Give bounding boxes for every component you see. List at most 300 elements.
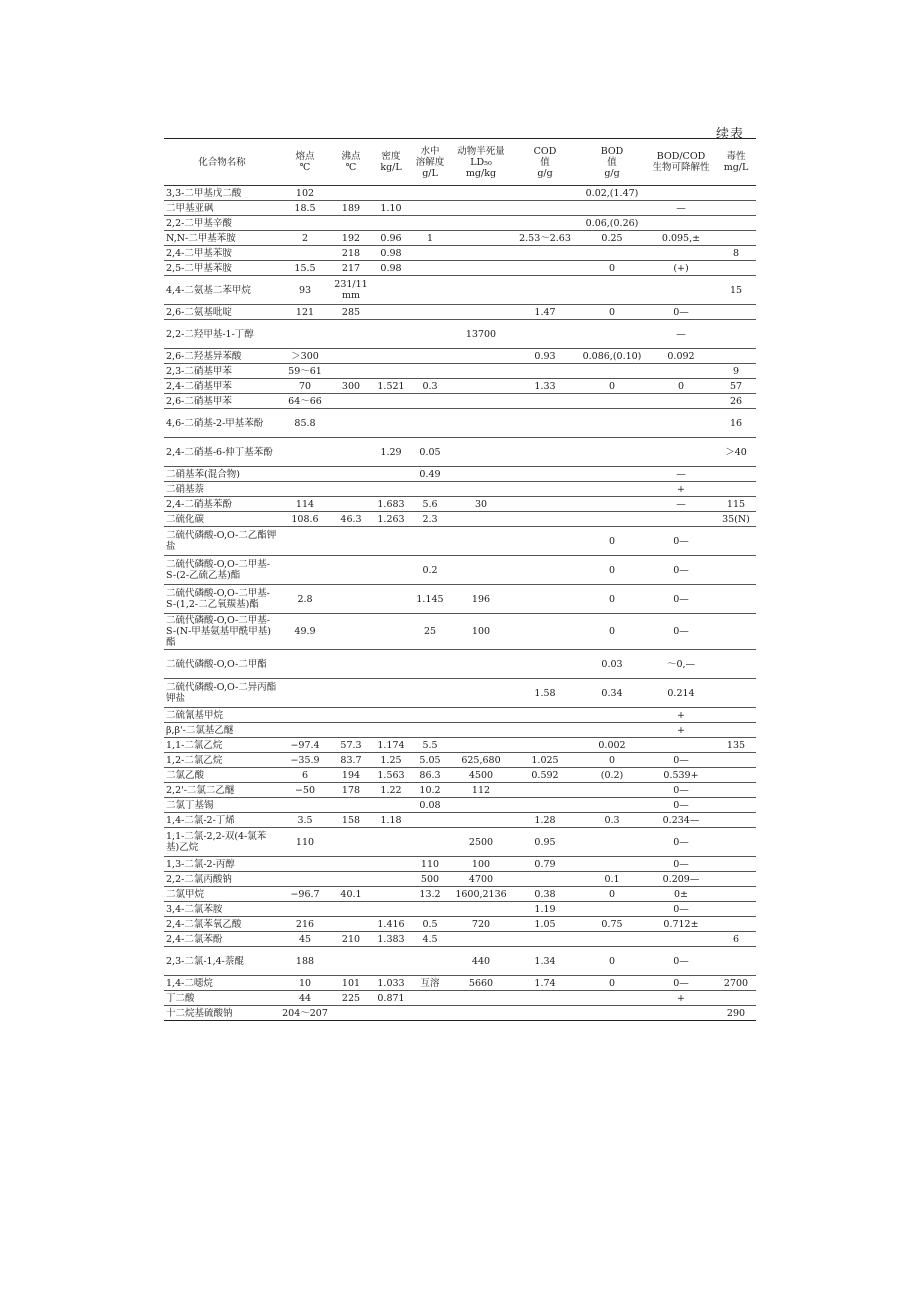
cell-water-solubility: 0.5	[410, 917, 450, 932]
cell-compound-name: 二甲基亚砜	[164, 201, 280, 216]
cell-cod	[512, 261, 578, 276]
cell-cod	[512, 708, 578, 723]
cell-toxicity	[716, 857, 756, 872]
cell-compound-name: 二硝基苯(混合物)	[164, 467, 280, 482]
header-boiling-point: 沸点 ℃	[330, 139, 372, 186]
table-row	[164, 679, 756, 708]
cell-density: 1.416	[372, 917, 410, 932]
cell-compound-name: 2,6-二氨基吡啶	[164, 305, 280, 320]
cell-biodegradability: 0±	[646, 887, 716, 902]
cell-toxicity	[716, 679, 756, 708]
cell-biodegradability: 0—	[646, 976, 716, 991]
cell-toxicity	[716, 813, 756, 828]
cell-boiling-point	[330, 902, 372, 917]
cell-compound-name: 1,4-二氯-2-丁烯	[164, 813, 280, 828]
cell-cod	[512, 798, 578, 813]
cell-density	[372, 349, 410, 364]
cell-cod	[512, 723, 578, 738]
table-row	[164, 512, 756, 527]
cell-compound-name: 十二烷基硫酸钠	[164, 1006, 280, 1021]
cell-density: 0.871	[372, 991, 410, 1006]
cell-bod: 0.06,(0.26)	[578, 216, 646, 231]
cell-cod	[512, 1006, 578, 1021]
cell-density	[372, 887, 410, 902]
cell-toxicity	[716, 320, 756, 349]
cell-cod: 1.33	[512, 379, 578, 394]
cell-cod	[512, 527, 578, 556]
cell-boiling-point: 178	[330, 783, 372, 798]
cell-ld50	[450, 409, 512, 438]
cell-cod: 2.53～2.63	[512, 231, 578, 246]
cell-melting-point	[280, 723, 330, 738]
cell-melting-point: 110	[280, 828, 330, 857]
cell-water-solubility: 5.5	[410, 738, 450, 753]
cell-water-solubility	[410, 723, 450, 738]
cell-toxicity	[716, 305, 756, 320]
cell-biodegradability: (+)	[646, 261, 716, 276]
cell-compound-name: 1,1-二氯乙烷	[164, 738, 280, 753]
cell-density	[372, 305, 410, 320]
cell-compound-name: 2,2'-二氯二乙醚	[164, 783, 280, 798]
table-row	[164, 1006, 756, 1021]
cell-boiling-point: 189	[330, 201, 372, 216]
cell-melting-point	[280, 902, 330, 917]
cell-water-solubility: 25	[410, 614, 450, 650]
cell-bod	[578, 783, 646, 798]
cell-ld50	[450, 261, 512, 276]
cell-bod	[578, 276, 646, 305]
cell-biodegradability: 0—	[646, 753, 716, 768]
cell-melting-point: 216	[280, 917, 330, 932]
cell-water-solubility	[410, 991, 450, 1006]
cell-density	[372, 828, 410, 857]
cell-density	[372, 216, 410, 231]
cell-water-solubility: 1	[410, 231, 450, 246]
cell-water-solubility: 0.08	[410, 798, 450, 813]
cell-density	[372, 708, 410, 723]
cell-biodegradability	[646, 276, 716, 305]
cell-boiling-point	[330, 1006, 372, 1021]
cell-ld50: 100	[450, 857, 512, 872]
cell-melting-point	[280, 527, 330, 556]
table-row	[164, 527, 756, 556]
table-row	[164, 349, 756, 364]
cell-biodegradability: 0.092	[646, 349, 716, 364]
cell-melting-point: 45	[280, 932, 330, 947]
cell-density	[372, 872, 410, 887]
cell-biodegradability: 0—	[646, 614, 716, 650]
cell-toxicity	[716, 482, 756, 497]
cell-compound-name: 2,5-二甲基苯胺	[164, 261, 280, 276]
cell-melting-point: 18.5	[280, 201, 330, 216]
table-row	[164, 783, 756, 798]
cell-compound-name: 2,3-二硝基甲苯	[164, 364, 280, 379]
cell-density	[372, 409, 410, 438]
cell-water-solubility	[410, 708, 450, 723]
cell-biodegradability: ～0,—	[646, 650, 716, 679]
header-melting-point: 熔点 ℃	[280, 139, 330, 186]
cell-cod	[512, 467, 578, 482]
cell-boiling-point: 57.3	[330, 738, 372, 753]
cell-boiling-point	[330, 467, 372, 482]
cell-melting-point: 6	[280, 768, 330, 783]
cell-compound-name: 二硝基萘	[164, 482, 280, 497]
cell-toxicity	[716, 585, 756, 614]
table-row	[164, 947, 756, 976]
cell-water-solubility: 10.2	[410, 783, 450, 798]
cell-ld50	[450, 246, 512, 261]
cell-density: 1.25	[372, 753, 410, 768]
cell-ld50	[450, 364, 512, 379]
cell-toxicity	[716, 947, 756, 976]
cell-melting-point	[280, 438, 330, 467]
cell-ld50	[450, 813, 512, 828]
cell-ld50	[450, 305, 512, 320]
cell-boiling-point	[330, 872, 372, 887]
cell-compound-name: 二硫代磷酸-O,O-二异丙酯钾盐	[164, 679, 280, 708]
cell-cod: 1.19	[512, 902, 578, 917]
cell-cod	[512, 409, 578, 438]
cell-boiling-point: 40.1	[330, 887, 372, 902]
cell-ld50	[450, 902, 512, 917]
cell-cod: 1.47	[512, 305, 578, 320]
cell-bod	[578, 409, 646, 438]
cell-toxicity	[716, 349, 756, 364]
cell-cod: 0.38	[512, 887, 578, 902]
cell-water-solubility	[410, 186, 450, 201]
cell-boiling-point: 158	[330, 813, 372, 828]
cell-toxicity	[716, 261, 756, 276]
cell-boiling-point: 285	[330, 305, 372, 320]
cell-cod: 0.95	[512, 828, 578, 857]
cell-melting-point: 64～66	[280, 394, 330, 409]
table-row	[164, 231, 756, 246]
cell-bod: 0.3	[578, 813, 646, 828]
cell-ld50	[450, 276, 512, 305]
cell-compound-name: 二氯乙酸	[164, 768, 280, 783]
cell-biodegradability	[646, 738, 716, 753]
cell-bod	[578, 932, 646, 947]
cell-density	[372, 723, 410, 738]
table-row	[164, 723, 756, 738]
cell-boiling-point	[330, 438, 372, 467]
cell-toxicity	[716, 798, 756, 813]
cell-ld50	[450, 738, 512, 753]
cell-density: 1.521	[372, 379, 410, 394]
table-row	[164, 932, 756, 947]
cell-toxicity	[716, 768, 756, 783]
cell-biodegradability: —	[646, 467, 716, 482]
cell-biodegradability	[646, 438, 716, 467]
continued-label: 续表	[716, 127, 745, 142]
cell-bod	[578, 798, 646, 813]
cell-bod	[578, 482, 646, 497]
table-row	[164, 467, 756, 482]
cell-ld50: 112	[450, 783, 512, 798]
cell-density	[372, 364, 410, 379]
cell-melting-point	[280, 708, 330, 723]
cell-cod: 0.592	[512, 768, 578, 783]
table-row	[164, 708, 756, 723]
cell-density	[372, 1006, 410, 1021]
cell-water-solubility	[410, 813, 450, 828]
cell-boiling-point	[330, 394, 372, 409]
cell-biodegradability: 0.095,±	[646, 231, 716, 246]
cell-water-solubility: 110	[410, 857, 450, 872]
cell-toxicity	[716, 991, 756, 1006]
table-row	[164, 828, 756, 857]
cell-density	[372, 614, 410, 650]
cell-boiling-point	[330, 917, 372, 932]
cell-compound-name: 1,3-二氯-2-丙醇	[164, 857, 280, 872]
cell-cod	[512, 738, 578, 753]
cell-toxicity: 8	[716, 246, 756, 261]
cell-boiling-point	[330, 679, 372, 708]
cell-cod	[512, 614, 578, 650]
cell-compound-name: 二硫氰基甲烷	[164, 708, 280, 723]
cell-melting-point	[280, 679, 330, 708]
cell-water-solubility: 5.6	[410, 497, 450, 512]
cell-ld50	[450, 394, 512, 409]
cell-bod: (0.2)	[578, 768, 646, 783]
cell-water-solubility	[410, 394, 450, 409]
cell-bod: 0.34	[578, 679, 646, 708]
cell-biodegradability: 0—	[646, 556, 716, 585]
header-toxicity: 毒性 mg/L	[716, 139, 756, 186]
cell-water-solubility	[410, 364, 450, 379]
cell-biodegradability: 0—	[646, 902, 716, 917]
cell-melting-point	[280, 320, 330, 349]
table-row	[164, 216, 756, 231]
cell-cod: 1.05	[512, 917, 578, 932]
cell-density	[372, 650, 410, 679]
cell-compound-name: 二硫代磷酸-O,O-二乙酯钾盐	[164, 527, 280, 556]
cell-ld50	[450, 650, 512, 679]
cell-water-solubility	[410, 482, 450, 497]
cell-density	[372, 798, 410, 813]
table-row	[164, 902, 756, 917]
cell-boiling-point	[330, 650, 372, 679]
table-row	[164, 738, 756, 753]
cell-bod: 0	[578, 305, 646, 320]
cell-density	[372, 857, 410, 872]
cell-toxicity	[716, 828, 756, 857]
cell-boiling-point: 218	[330, 246, 372, 261]
cell-density	[372, 679, 410, 708]
cell-bod	[578, 512, 646, 527]
cell-density	[372, 902, 410, 917]
table-row	[164, 753, 756, 768]
cell-melting-point: 10	[280, 976, 330, 991]
cell-bod: 0.75	[578, 917, 646, 932]
cell-ld50	[450, 798, 512, 813]
cell-toxicity	[716, 216, 756, 231]
cell-compound-name: 2,2-二羟甲基-1-丁醇	[164, 320, 280, 349]
cell-water-solubility: 0.2	[410, 556, 450, 585]
cell-toxicity	[716, 917, 756, 932]
cell-water-solubility: 0.49	[410, 467, 450, 482]
cell-compound-name: 二硫代磷酸-O,O-二甲酯	[164, 650, 280, 679]
cell-toxicity	[716, 783, 756, 798]
cell-bod: 0.03	[578, 650, 646, 679]
cell-water-solubility	[410, 679, 450, 708]
cell-toxicity	[716, 872, 756, 887]
cell-bod	[578, 708, 646, 723]
cell-ld50	[450, 467, 512, 482]
cell-cod	[512, 932, 578, 947]
cell-density: 1.174	[372, 738, 410, 753]
cell-ld50	[450, 1006, 512, 1021]
cell-cod	[512, 512, 578, 527]
cell-boiling-point: 210	[330, 932, 372, 947]
cell-water-solubility: 2.3	[410, 512, 450, 527]
cell-biodegradability: 0—	[646, 828, 716, 857]
cell-ld50: 13700	[450, 320, 512, 349]
cell-biodegradability: 0.539+	[646, 768, 716, 783]
cell-compound-name: 4,4-二氨基二苯甲烷	[164, 276, 280, 305]
cell-cod: 1.34	[512, 947, 578, 976]
cell-biodegradability: 0—	[646, 305, 716, 320]
cell-biodegradability	[646, 932, 716, 947]
cell-boiling-point	[330, 798, 372, 813]
cell-cod	[512, 246, 578, 261]
cell-water-solubility: 0.3	[410, 379, 450, 394]
cell-density	[372, 394, 410, 409]
cell-bod: 0	[578, 614, 646, 650]
cell-melting-point: 2	[280, 231, 330, 246]
cell-toxicity	[716, 186, 756, 201]
cell-ld50	[450, 708, 512, 723]
cell-toxicity: 9	[716, 364, 756, 379]
cell-cod	[512, 650, 578, 679]
cell-ld50: 100	[450, 614, 512, 650]
cell-biodegradability: 0.214	[646, 679, 716, 708]
cell-cod	[512, 186, 578, 201]
cell-ld50: 5660	[450, 976, 512, 991]
cell-ld50	[450, 379, 512, 394]
cell-bod: 0.086,(0.10)	[578, 349, 646, 364]
cell-density: 1.22	[372, 783, 410, 798]
cell-biodegradability: 0—	[646, 527, 716, 556]
cell-density: 1.10	[372, 201, 410, 216]
cell-water-solubility: 13.2	[410, 887, 450, 902]
cell-biodegradability: 0—	[646, 783, 716, 798]
cell-ld50	[450, 556, 512, 585]
cell-compound-name: 二硫化碳	[164, 512, 280, 527]
cell-density	[372, 947, 410, 976]
cell-toxicity	[716, 708, 756, 723]
cell-toxicity: 2700	[716, 976, 756, 991]
cell-ld50: 30	[450, 497, 512, 512]
cell-compound-name: 二硫代磷酸-O,O-二甲基-S-(1,2-二乙氧羰基)酯	[164, 585, 280, 614]
cell-boiling-point	[330, 216, 372, 231]
cell-boiling-point: 83.7	[330, 753, 372, 768]
table-row	[164, 813, 756, 828]
cell-cod: 0.79	[512, 857, 578, 872]
cell-compound-name: 1,4-二噁烷	[164, 976, 280, 991]
cell-biodegradability	[646, 409, 716, 438]
cell-biodegradability: +	[646, 482, 716, 497]
table-row	[164, 320, 756, 349]
cell-compound-name: 2,6-二硝基甲苯	[164, 394, 280, 409]
cell-melting-point: 93	[280, 276, 330, 305]
cell-cod	[512, 872, 578, 887]
cell-melting-point	[280, 872, 330, 887]
cell-density: 1.263	[372, 512, 410, 527]
cell-toxicity	[716, 527, 756, 556]
cell-cod: 1.28	[512, 813, 578, 828]
cell-bod	[578, 828, 646, 857]
cell-compound-name: 4,6-二硝基-2-甲基苯酚	[164, 409, 280, 438]
cell-melting-point: 70	[280, 379, 330, 394]
cell-density: 0.98	[372, 246, 410, 261]
cell-compound-name: 二硫代磷酸-O,O-二甲基-S-(2-乙硫乙基)酯	[164, 556, 280, 585]
cell-boiling-point: 101	[330, 976, 372, 991]
cell-density	[372, 276, 410, 305]
cell-water-solubility	[410, 1006, 450, 1021]
cell-toxicity: 115	[716, 497, 756, 512]
table-row	[164, 585, 756, 614]
cell-compound-name: 1,1-二氯-2,2-双(4-氯苯基)乙烷	[164, 828, 280, 857]
cell-biodegradability	[646, 1006, 716, 1021]
cell-bod	[578, 394, 646, 409]
cell-melting-point: −97.4	[280, 738, 330, 753]
cell-biodegradability: 0—	[646, 857, 716, 872]
table-row	[164, 409, 756, 438]
cell-melting-point: 188	[280, 947, 330, 976]
cell-water-solubility	[410, 349, 450, 364]
cell-ld50: 720	[450, 917, 512, 932]
table-row	[164, 305, 756, 320]
cell-biodegradability	[646, 512, 716, 527]
cell-boiling-point: 217	[330, 261, 372, 276]
cell-melting-point	[280, 798, 330, 813]
table-row	[164, 394, 756, 409]
cell-density	[372, 320, 410, 349]
cell-bod: 0.25	[578, 231, 646, 246]
header-bod: BOD 值 g/g	[578, 139, 646, 186]
cell-water-solubility	[410, 650, 450, 679]
cell-density: 0.98	[372, 261, 410, 276]
cell-biodegradability: +	[646, 991, 716, 1006]
cell-toxicity: 135	[716, 738, 756, 753]
table-row	[164, 186, 756, 201]
cell-water-solubility	[410, 947, 450, 976]
cell-boiling-point	[330, 349, 372, 364]
cell-ld50: 625,680	[450, 753, 512, 768]
cell-cod: 1.74	[512, 976, 578, 991]
cell-boiling-point: 194	[330, 768, 372, 783]
cell-ld50	[450, 679, 512, 708]
cell-compound-name: 2,2-二氯丙酸钠	[164, 872, 280, 887]
cell-water-solubility: 1.145	[410, 585, 450, 614]
table-row	[164, 768, 756, 783]
cell-bod: 0.1	[578, 872, 646, 887]
cell-biodegradability	[646, 364, 716, 379]
cell-density: 0.96	[372, 231, 410, 246]
cell-ld50	[450, 186, 512, 201]
cell-melting-point: 3.5	[280, 813, 330, 828]
cell-bod	[578, 991, 646, 1006]
table-row	[164, 614, 756, 650]
cell-cod	[512, 991, 578, 1006]
table-row	[164, 482, 756, 497]
cell-water-solubility: 0.05	[410, 438, 450, 467]
cell-melting-point: 85.8	[280, 409, 330, 438]
cell-compound-name: 3,4-二氯苯胺	[164, 902, 280, 917]
cell-compound-name: 2,4-二硝基苯酚	[164, 497, 280, 512]
cell-water-solubility	[410, 902, 450, 917]
